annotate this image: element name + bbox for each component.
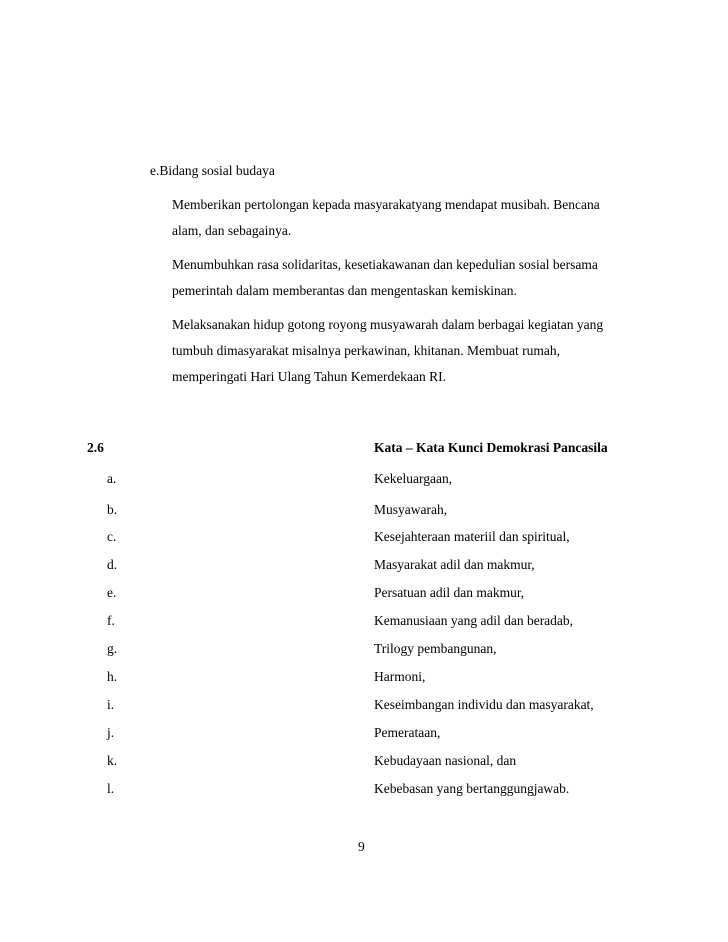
list-item-text: Musyawarah, <box>374 502 448 517</box>
list-item-text: Kesejahteraan materiil dan spiritual, <box>374 529 570 544</box>
paragraph-line: Menumbuhkan rasa solidaritas, kesetiakawanan dan kepedulian sosial bersama <box>172 257 598 272</box>
list-item-letter: g. <box>107 641 118 656</box>
list-item-letter: k. <box>107 753 118 768</box>
list-item-letter: f. <box>107 613 115 628</box>
list-item-letter: c. <box>107 529 117 544</box>
list-item-text: Keseimbangan individu dan masyarakat, <box>374 697 594 712</box>
paragraph-line: tumbuh dimasyarakat misalnya perkawinan, khitanan. Membuat rumah, <box>172 343 561 358</box>
paragraph-line: pemerintah dalam memberantas dan mengentaskan kemiskinan. <box>172 283 517 298</box>
paragraph-line: alam, dan sebagainya. <box>172 223 292 238</box>
list-item-text: Harmoni, <box>374 669 426 684</box>
list-item-text: Trilogy pembangunan, <box>374 641 497 656</box>
list-item-text: Masyarakat adil dan makmur, <box>374 557 535 572</box>
list-item-letter: d. <box>107 557 118 572</box>
paragraph-line: memperingati Hari Ulang Tahun Kemerdekaan RI. <box>172 369 446 384</box>
section-title: Kata – Kata Kunci Demokrasi Pancasila <box>374 440 608 455</box>
page-number: 9 <box>358 839 365 854</box>
paragraph-line: Memberikan pertolongan kepada masyarakatyang mendapat musibah. Bencana <box>172 197 600 212</box>
paragraph-line: Melaksanakan hidup gotong royong musyawarah dalam berbagai kegiatan yang <box>172 317 604 332</box>
list-item-text: Kebebasan yang bertanggungjawab. <box>374 781 570 796</box>
list-item-text: Kebudayaan nasional, dan <box>374 753 517 768</box>
list-item-text: Persatuan adil dan makmur, <box>374 585 525 600</box>
list-item-letter: a. <box>107 471 117 486</box>
section-number: 2.6 <box>87 440 104 455</box>
subsection-heading: e.Bidang sosial budaya <box>150 163 275 178</box>
list-item-letter: b. <box>107 502 118 517</box>
list-item-letter: h. <box>107 669 118 684</box>
list-item-text: Kemanusiaan yang adil dan beradab, <box>374 613 574 628</box>
list-item-text: Pemerataan, <box>374 725 441 740</box>
list-item-letter: j. <box>107 725 115 740</box>
list-item-text: Kekeluargaan, <box>374 471 453 486</box>
list-item-letter: e. <box>107 585 117 600</box>
list-item-letter: l. <box>107 781 115 796</box>
list-item-letter: i. <box>107 697 115 712</box>
